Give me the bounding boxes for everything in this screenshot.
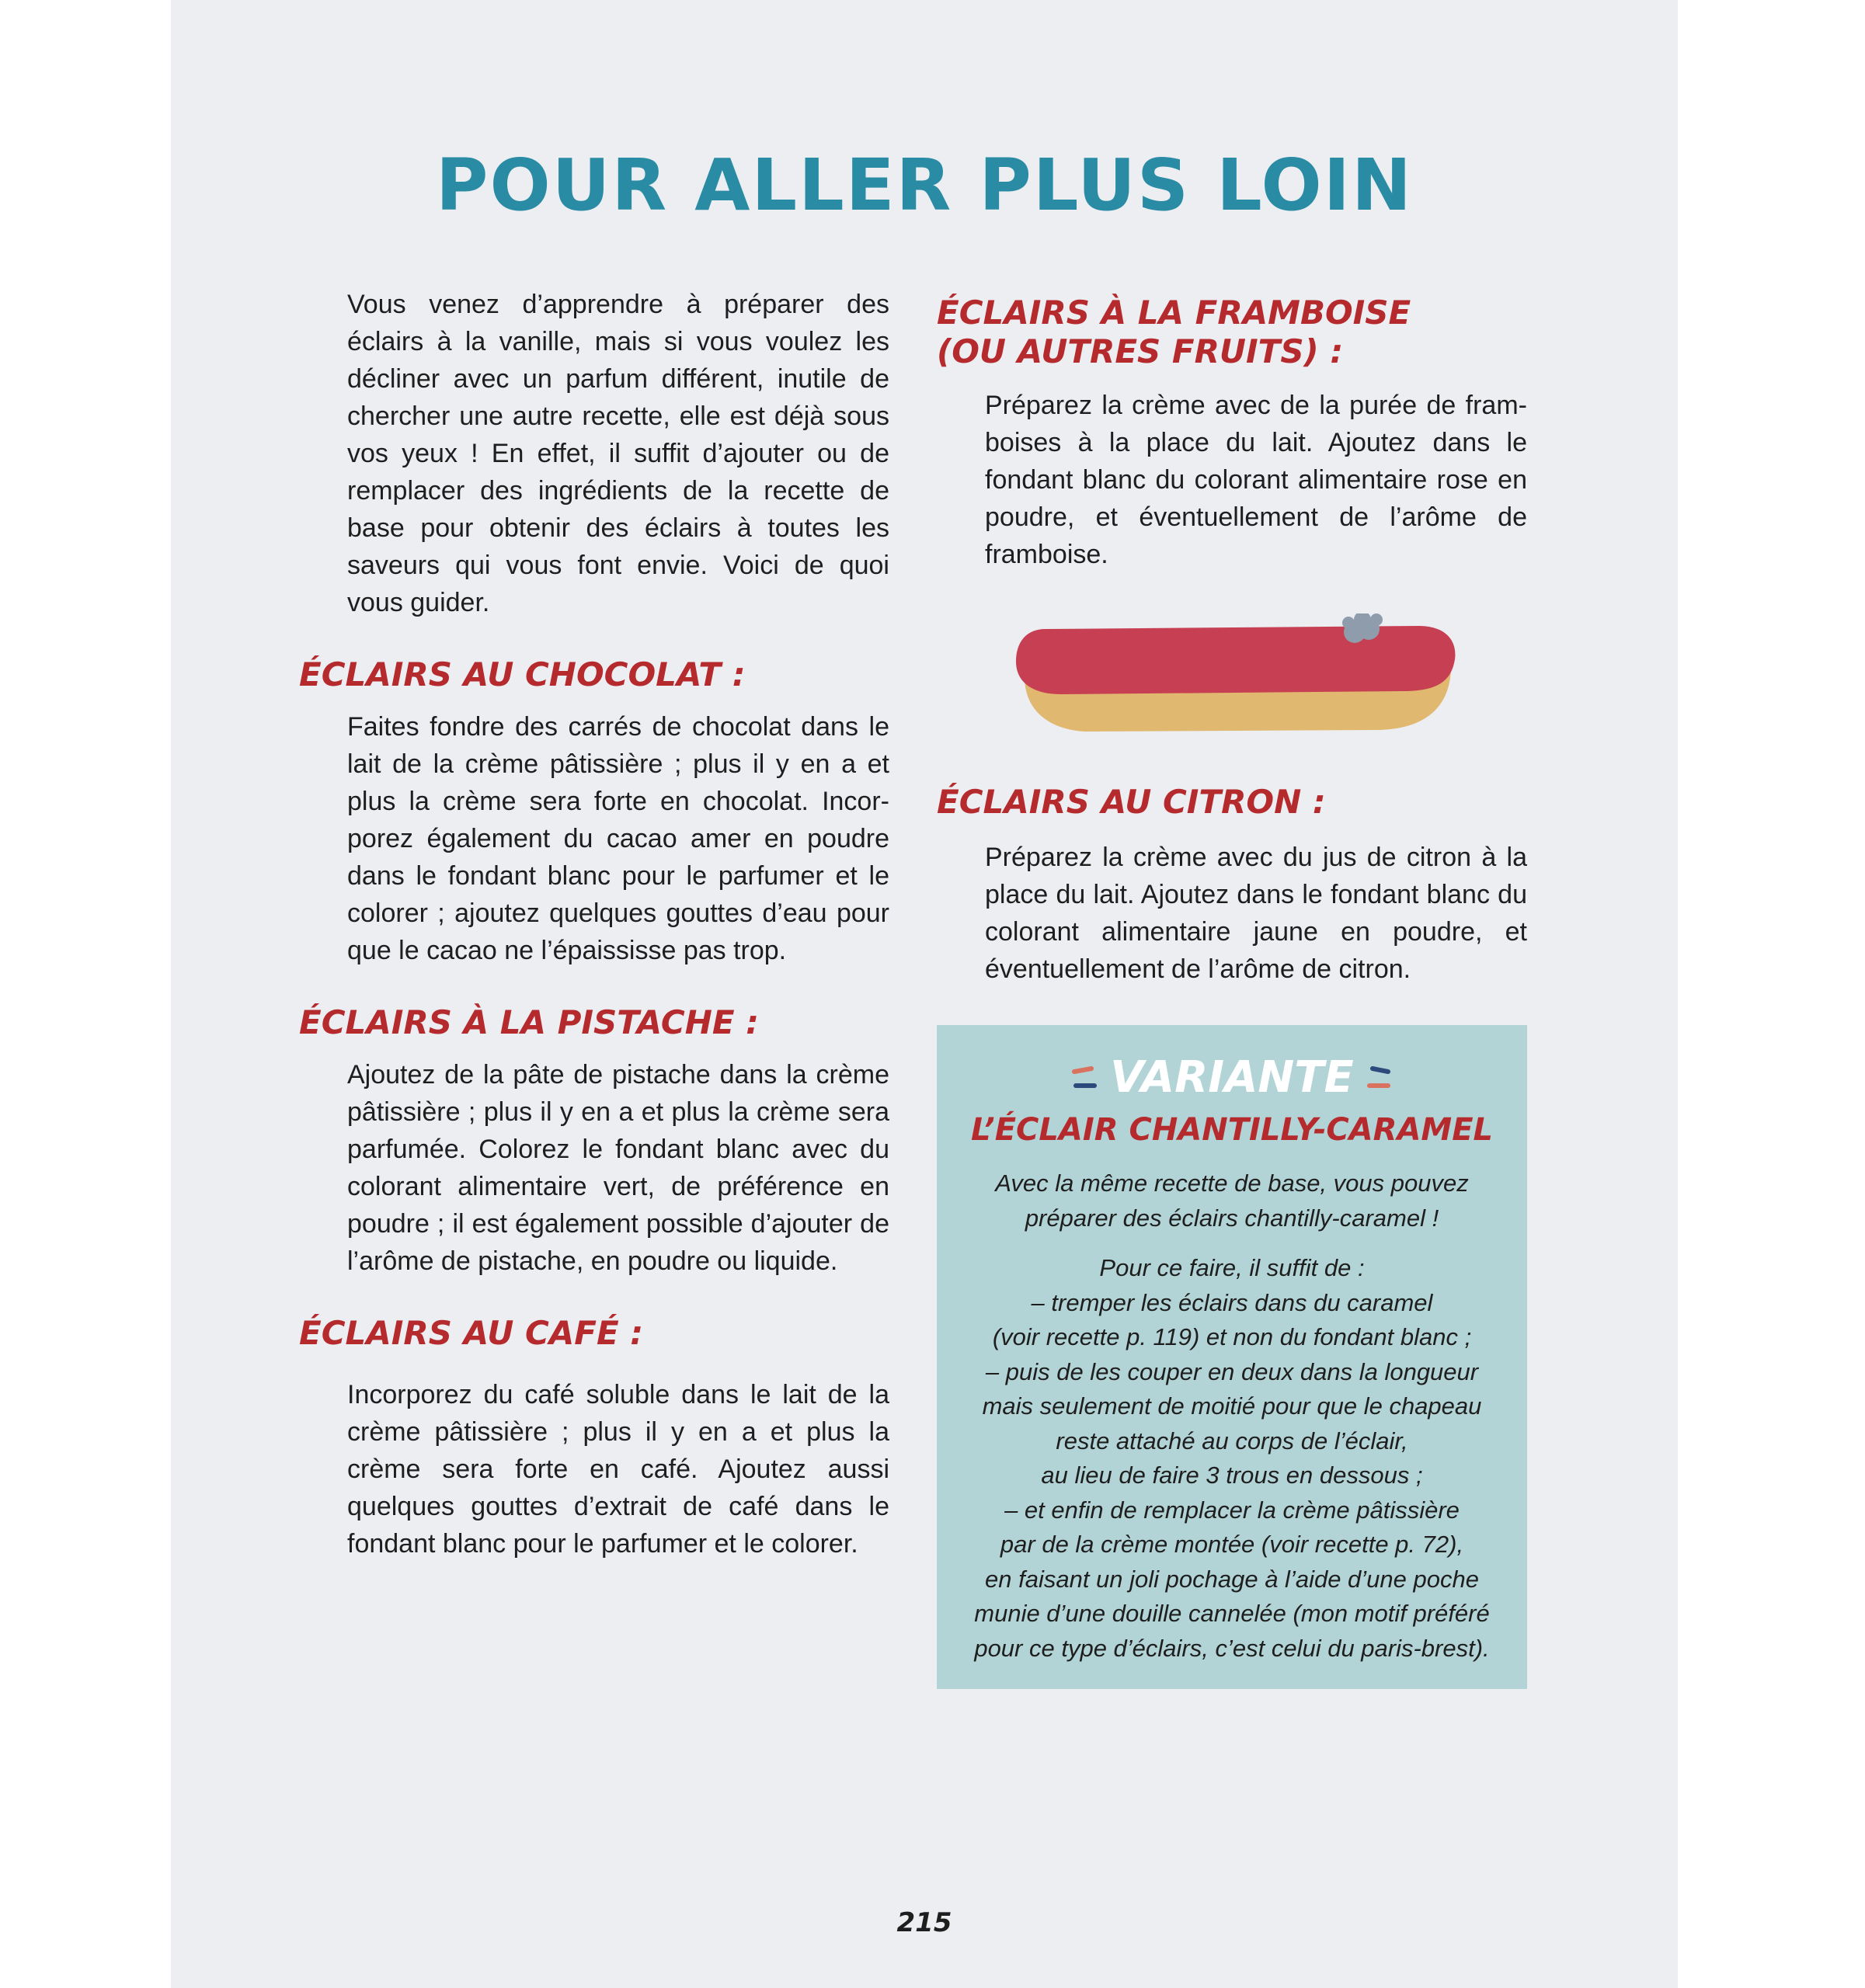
heading-framboise [937,294,1527,371]
text-framboise: Préparez la crème avec de la purée de framboises à la place du lait. Ajoutez dans le fondant blanc du colorant alimentaire rose en poudre, et éventuellement de l’arôme de framboise. [985,391,1527,569]
page-number: 215 [896,1907,952,1938]
section-citron [937,783,1527,988]
page [171,0,1678,1988]
section-chocolat [299,655,889,969]
right-column [937,294,1527,1689]
heading-citron: ÉCLAIRS AU CITRON : [937,783,1326,821]
eclair-icing [1016,626,1455,694]
heading-framboise-line1: ÉCLAIRS À LA FRAMBOISE [937,294,1411,332]
heading-cafe: ÉCLAIRS AU CAFÉ : [299,1314,644,1352]
right-dash-ornament-icon [1366,1062,1393,1093]
variante-title: VARIANTE [1110,1052,1354,1103]
heading-pistache: ÉCLAIRS À LA PISTACHE : [299,1003,759,1041]
variante-steps: Pour ce faire, il suffit de : – tremper les éclairs dans du caramel (voir recette p. 119) et non du fondant blanc ; – puis de les couper en deux dans la longueur mais seulement de moitié pour que le chapeau reste attaché au corps de l’éclair, au lieu de faire 3 trous en dessous ; – et enfin de remplacer la crème pâtissière par de la crème montée (voir recette p. 72), en faisant un joli pochage à l’aide d’une poche munie d’une douille cannelée (mon motif préféré pour ce type d’éclairs, c’est celui du paris-brest). [974,1254,1490,1662]
page-title: POUR ALLER PLUS LOIN [436,144,1413,227]
variante-subtitle: L’ÉCLAIR CHANTILLY-CARAMEL [970,1112,1494,1148]
section-pistache [299,1003,889,1280]
variante-label [952,1053,1512,1103]
text-citron: Préparez la crème avec du jus de citron à la place du lait. Ajoutez dans le fondant blanc du colorant alimentaire jaune en poudre, et éventuellement de l’arôme de citron. [985,843,1527,984]
section-cafe [299,1314,889,1562]
text-chocolat: Faites fondre des carrés de chocolat dans le lait de la crème pâtissière ; plus il y en a et plus la crème sera forte en chocolat. Incorporez également du cacao amer en poudre dans le fondant blanc pour le parfumer et le colorer ; ajoutez quelques gouttes d’eau pour que le cacao ne l’épaississe pas trop. [347,712,889,965]
intro-paragraph: Vous venez d’apprendre à préparer des éclairs à la vanille, mais si vous voulez les décliner avec un parfum différent, inutile de chercher une autre recette, elle est déjà sous vos yeux ! En effet, il suffit d’ajouter ou de remplacer des ingrédients de la recette de base pour obtenir des éclairs à toutes les saveurs qui vous font envie. Voici de quoi vous guider. [347,290,889,617]
heading-framboise-line2: (OU AUTRES FRUITS) : [937,332,1344,370]
raspberry-eclair-illustration [1014,613,1457,738]
left-column [299,286,889,1562]
text-pistache: Ajoutez de la pâte de pistache dans la crème pâtissière ; plus il y en a et plus la crème sera parfumée. Colorez le fondant blanc avec du colorant alimentaire vert, de préférence en poudre ; il est également possible d’ajouter de l’arôme de pistache, en poudre ou liquide. [347,1060,889,1276]
heading-chocolat: ÉCLAIRS AU CHOCOLAT : [299,655,746,693]
text-cafe: Incorporez du café soluble dans le lait de la crème pâtissière ; plus il y en a et plus la crème sera forte en café. Ajoutez aussi quelques gouttes d’extrait de café dans le fondant blanc pour le parfumer et le colorer. [347,1380,889,1559]
left-dash-ornament-icon [1071,1062,1098,1093]
section-framboise [937,294,1527,573]
variante-intro: Avec la même recette de base, vous pouvez préparer des éclairs chantilly-caramel ! [995,1170,1469,1232]
variante-box [937,1025,1527,1689]
